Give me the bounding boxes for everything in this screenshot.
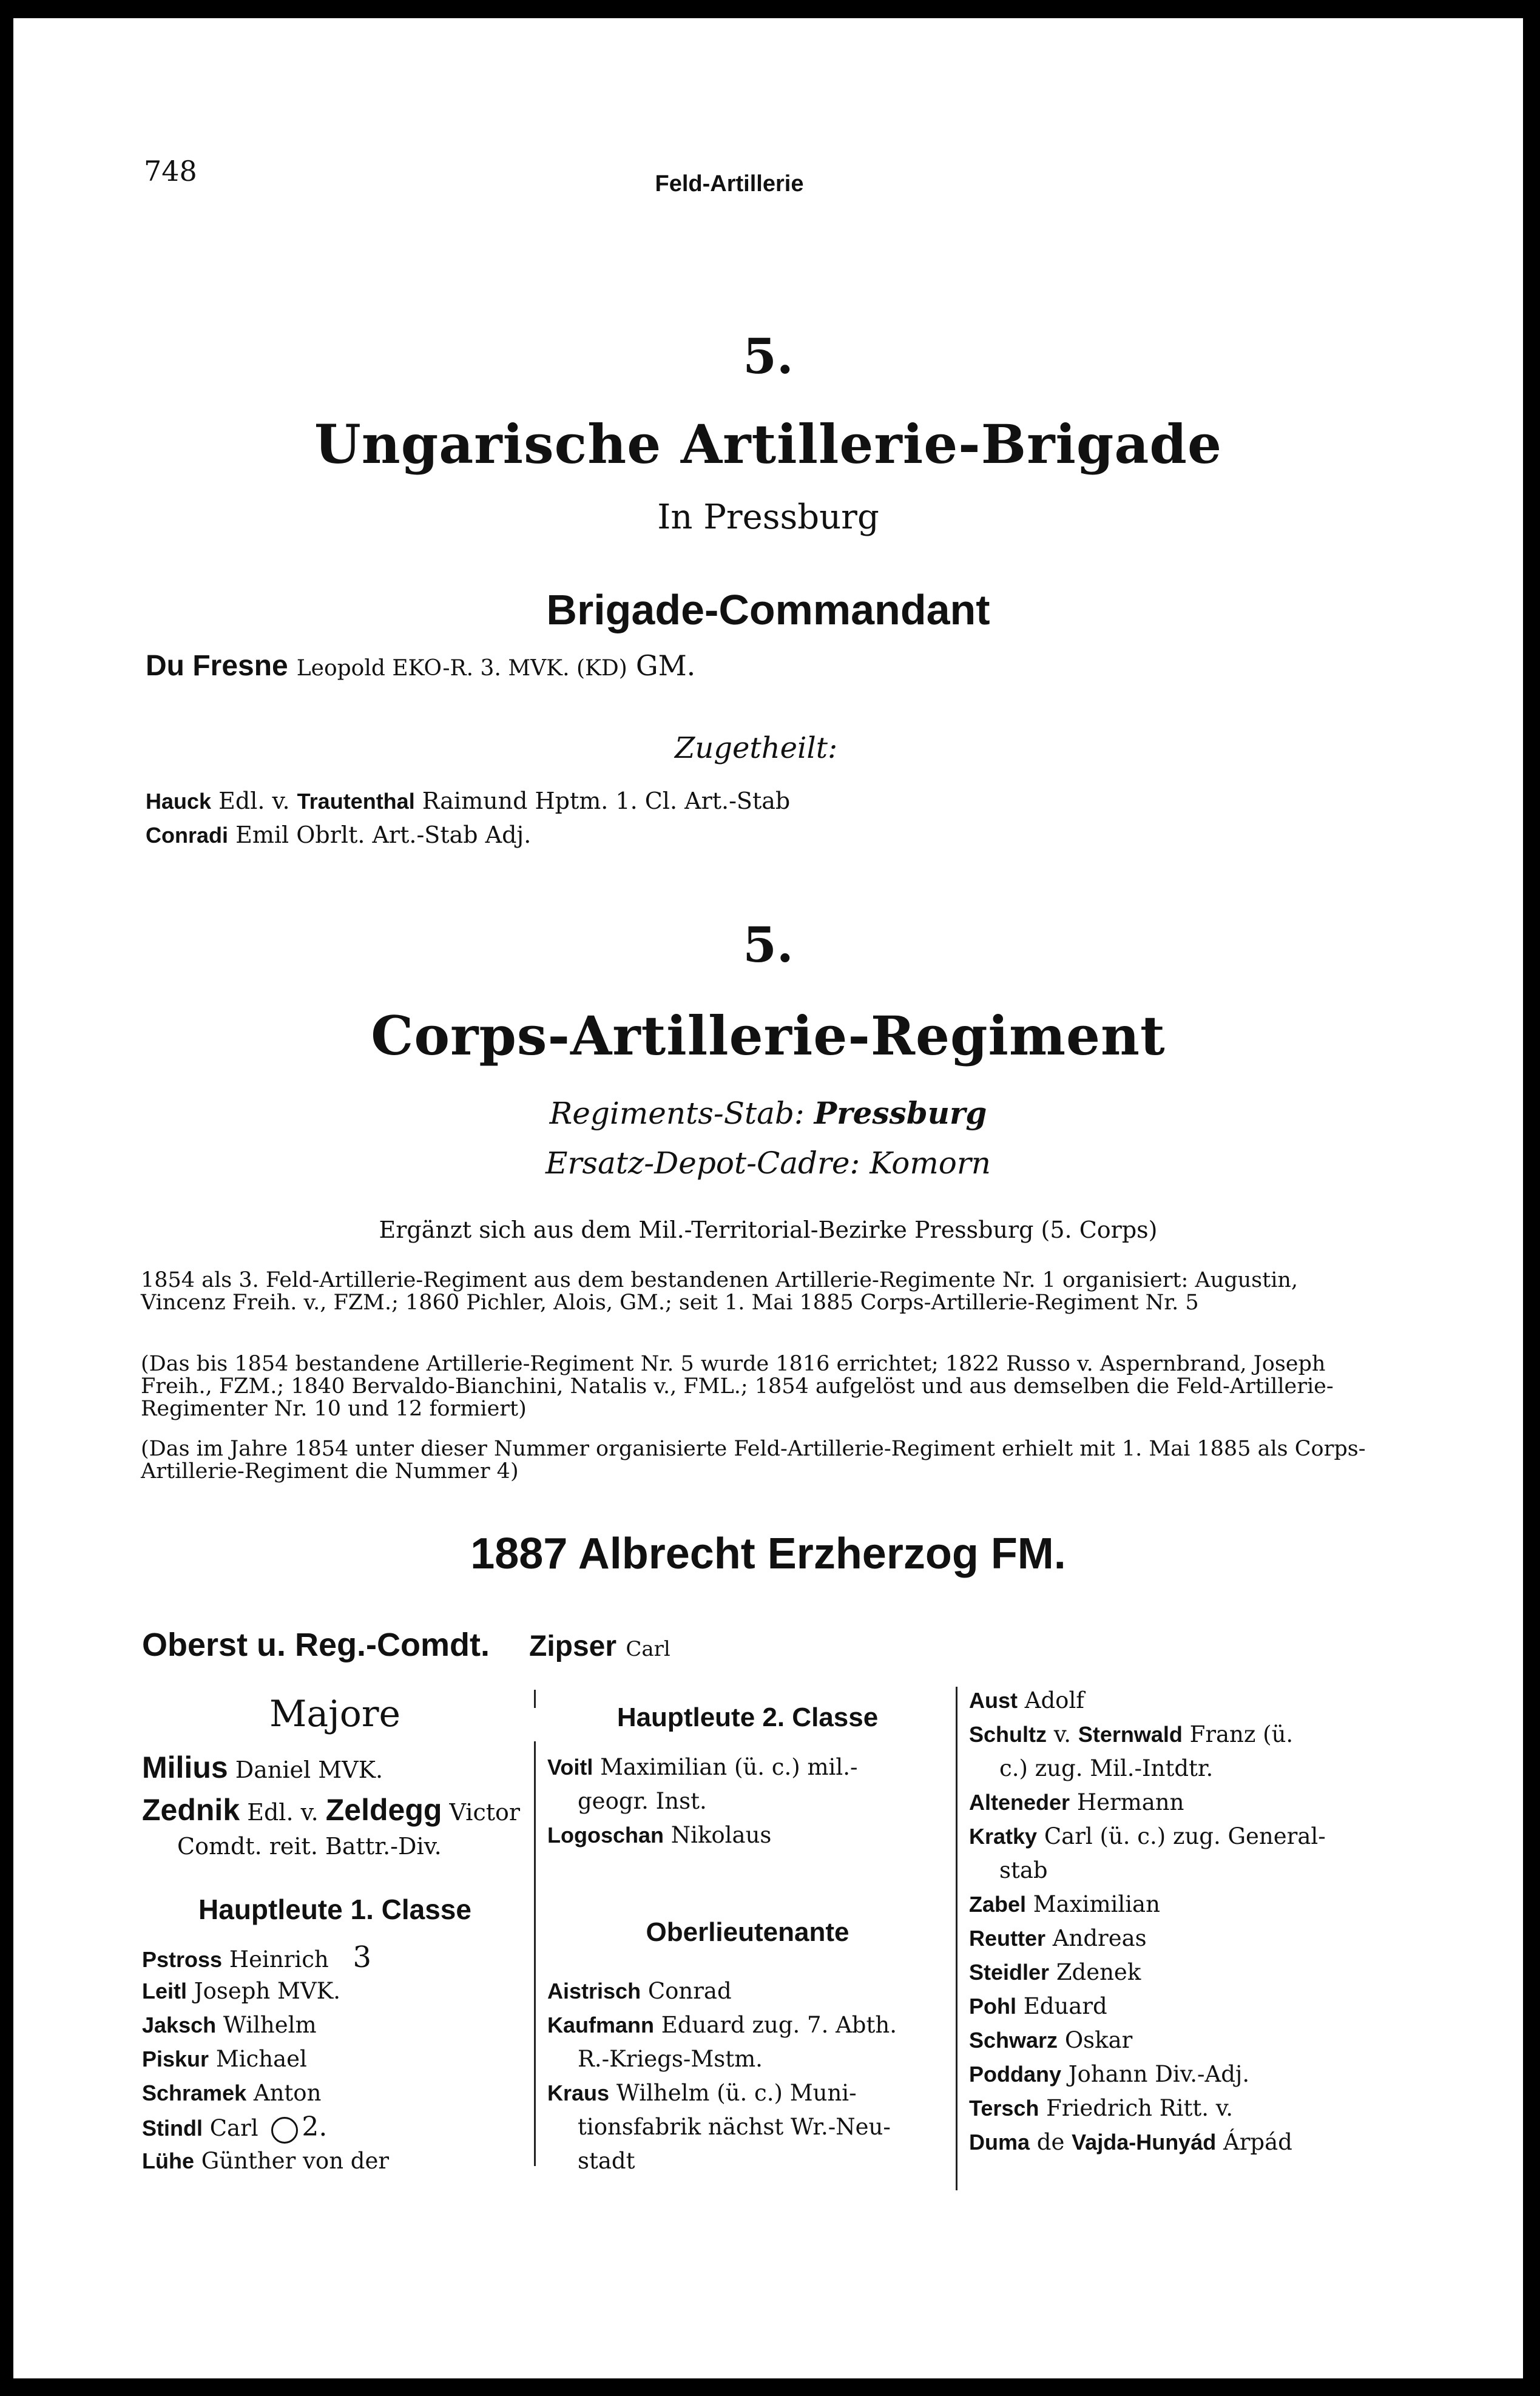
brigade-title: Ungarische Artillerie-Brigade bbox=[314, 413, 1222, 476]
list-item: Stindl Carl 2. bbox=[142, 2111, 328, 2142]
list-item: Logoschan Nikolaus bbox=[547, 1822, 772, 1848]
list-item: Voitl Maximilian (ü. c.) mil.- bbox=[547, 1754, 858, 1780]
staff-line: Regiments-Stab: Pressburg bbox=[549, 1095, 987, 1131]
proprietor-line: 1887 Albrecht Erzherzog FM. bbox=[470, 1530, 1066, 1578]
commander-surname: Du Fresne bbox=[146, 650, 288, 682]
handwritten-circle-icon bbox=[271, 2117, 298, 2144]
regiment-title: Corps-Artillerie-Regiment bbox=[371, 1004, 1166, 1067]
list-item-continuation: stab bbox=[999, 1857, 1048, 1883]
column-divider bbox=[534, 1690, 536, 1708]
list-item: Schramek Anton bbox=[142, 2080, 322, 2106]
commander-heading: Brigade-Commandant bbox=[546, 586, 990, 633]
captains1-heading: Hauptleute 1. Classe bbox=[198, 1894, 471, 1925]
attached-heading: Zugetheilt: bbox=[675, 731, 838, 765]
column-divider bbox=[534, 1741, 536, 2166]
list-item: Lühe Günther von der bbox=[142, 2148, 390, 2174]
list-item: Schwarz Oskar bbox=[969, 2027, 1133, 2053]
list-item: Jaksch Wilhelm bbox=[142, 2012, 317, 2038]
list-item: Aust Adolf bbox=[969, 1687, 1084, 1713]
page-number: 748 bbox=[144, 155, 197, 187]
commander-rank: GM. bbox=[635, 649, 696, 682]
list-item: Zednik Edl. v. Zeldegg Victor bbox=[142, 1793, 521, 1827]
list-item-continuation: tionsfabrik nächst Wr.-Neu- bbox=[578, 2114, 891, 2140]
list-item: Reutter Andreas bbox=[969, 1925, 1147, 1951]
list-item: Kraus Wilhelm (ü. c.) Muni- bbox=[547, 2080, 857, 2106]
history-entry: (Das bis 1854 bestandene Artillerie-Regiment Nr. 5 wurde 1816 errichtet; 1822 Russo v. Aspernbrand, Joseph Freih., FZM.; 1840 Bervaldo-Bianchini, Natalis v., FML.; 1854 aufgelöst und aus demselben die Feld-Artillerie-Regimenter Nr. 10 und 12 formiert) bbox=[141, 1352, 1334, 1421]
list-item: Milius Daniel MVK. bbox=[142, 1750, 383, 1784]
commander-details: Leopold EKO-R. 3. MVK. (KD) bbox=[296, 656, 627, 681]
colonel-surname: Zipser bbox=[529, 1630, 617, 1662]
list-item: Piskur Michael bbox=[142, 2046, 307, 2072]
list-item: Tersch Friedrich Ritt. v. bbox=[969, 2095, 1233, 2121]
lieutenants-heading: Oberlieutenante bbox=[646, 1917, 849, 1947]
list-item-continuation: c.) zug. Mil.-Intdtr. bbox=[999, 1755, 1214, 1781]
list-item-continuation: stadt bbox=[578, 2148, 635, 2174]
captains2-heading: Hauptleute 2. Classe bbox=[616, 1703, 879, 1732]
column-divider bbox=[956, 1687, 957, 2190]
majors-heading: Majore bbox=[269, 1693, 401, 1735]
depot-line: Ersatz-Depot-Cadre: Komorn bbox=[545, 1146, 991, 1181]
list-item: Duma de Vajda-Hunyád Árpád bbox=[969, 2129, 1292, 2155]
regiment-number: 5. bbox=[743, 916, 794, 973]
running-title: Feld-Artillerie bbox=[655, 171, 804, 197]
brigade-location: In Pressburg bbox=[657, 498, 879, 537]
attached-row: Hauck Edl. v. Trautenthal Raimund Hptm. 1. Cl. Art.-Stab bbox=[146, 788, 791, 814]
recruitment-line: Ergänzt sich aus dem Mil.-Territorial-Bezirke Pressburg (5. Corps) bbox=[379, 1217, 1158, 1243]
list-item: Aistrisch Conrad bbox=[547, 1978, 732, 2004]
list-item-continuation: geogr. Inst. bbox=[578, 1788, 707, 1814]
list-item: Schultz v. Sternwald Franz (ü. bbox=[969, 1721, 1294, 1747]
list-item: Poddany Johann Div.-Adj. bbox=[969, 2061, 1250, 2087]
list-item: Pstross Heinrich 3 bbox=[142, 1940, 372, 1974]
handwritten-mark: 2. bbox=[302, 2111, 328, 2142]
list-item: Kaufmann Eduard zug. 7. Abth. bbox=[547, 2012, 897, 2038]
list-item: Pohl Eduard bbox=[969, 1993, 1107, 2019]
colonel-given: Carl bbox=[626, 1637, 670, 1661]
list-item: Leitl Joseph MVK. bbox=[142, 1978, 341, 2004]
list-item-continuation: R.-Kriegs-Mstm. bbox=[578, 2046, 763, 2072]
list-item: Kratky Carl (ü. c.) zug. General- bbox=[969, 1823, 1326, 1849]
list-item: Steidler Zdenek bbox=[969, 1959, 1141, 1985]
commander-line bbox=[146, 649, 695, 683]
colonel-label: Oberst u. Reg.-Comdt. bbox=[142, 1627, 490, 1663]
list-item: Alteneder Hermann bbox=[969, 1789, 1184, 1815]
attached-surname: Hauck bbox=[146, 789, 212, 814]
attached-row: Conradi Emil Obrlt. Art.-Stab Adj. bbox=[146, 822, 532, 848]
colonel-line bbox=[529, 1629, 670, 1663]
book-page bbox=[13, 18, 1523, 2378]
handwritten-mark: 3 bbox=[353, 1940, 372, 1974]
list-item: Zabel Maximilian bbox=[969, 1891, 1160, 1917]
attached-surname: Conradi bbox=[146, 823, 229, 848]
history-entry: 1854 als 3. Feld-Artillerie-Regiment aus dem bestandenen Artillerie-Regimente Nr. 1 organisiert: Augustin, Vincenz Freih. v., FZM.; 1860 Pichler, Alois, GM.; seit 1. Mai 1885 Corps-Artillerie-Regiment Nr. 5 bbox=[141, 1268, 1299, 1315]
brigade-number: 5. bbox=[743, 328, 794, 385]
list-item-continuation: Comdt. reit. Battr.-Div. bbox=[177, 1833, 442, 1860]
history-entry: (Das im Jahre 1854 unter dieser Nummer organisierte Feld-Artillerie-Regiment erhielt mit 1. Mai 1885 als Corps-Artillerie-Regiment die Nummer 4) bbox=[141, 1437, 1366, 1483]
